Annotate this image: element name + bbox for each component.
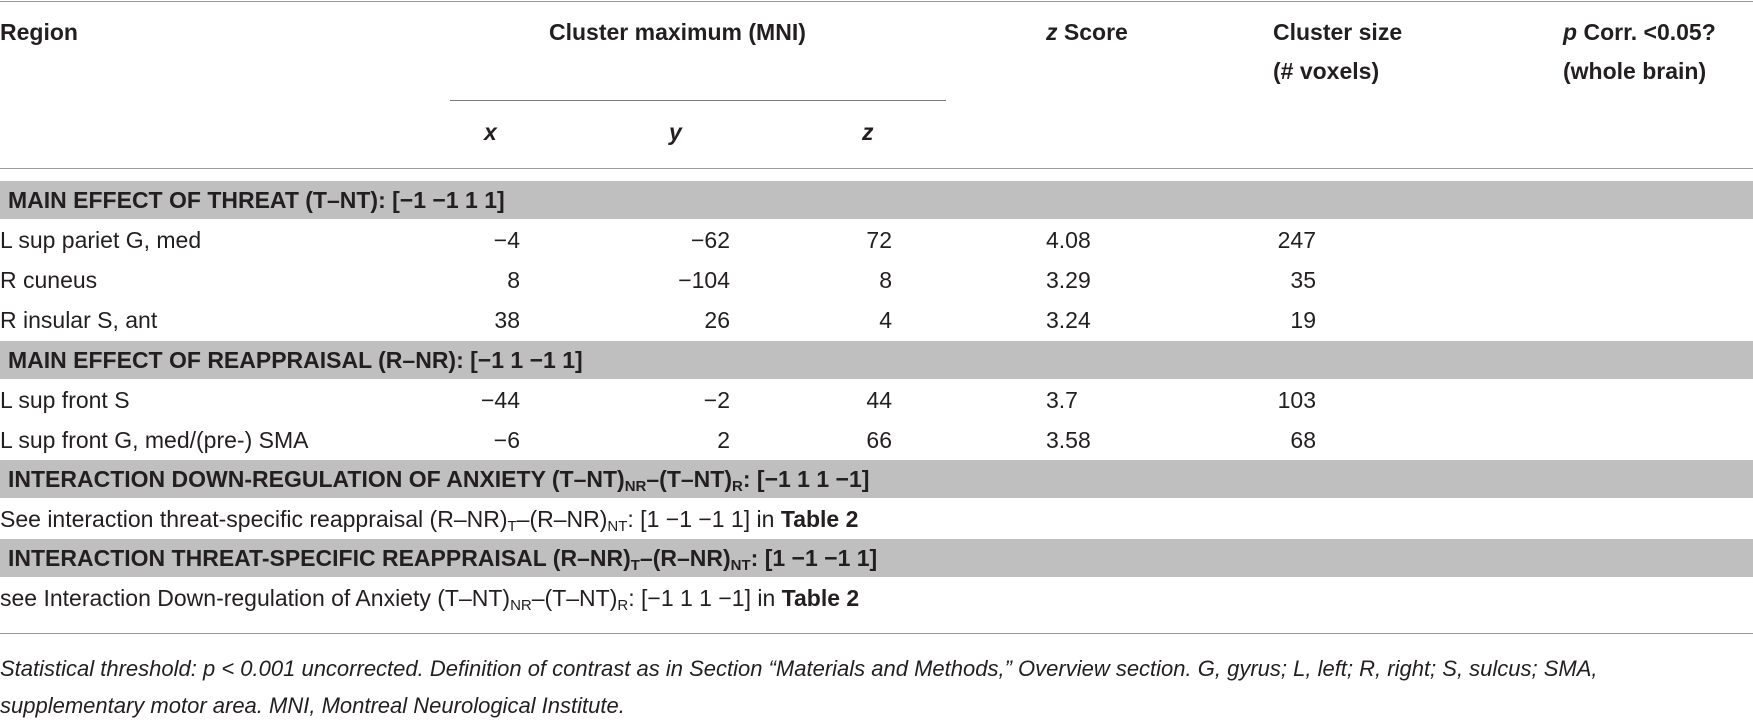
section-title: MAIN EFFECT OF THREAT (T–NT): [−1 −1 1 1]: [8, 187, 505, 213]
table-row: [0, 578, 1753, 618]
cell-region: L sup front S: [0, 387, 130, 413]
table-2-link[interactable]: Table 2: [781, 585, 860, 611]
header-z: z: [862, 119, 874, 145]
cell-region: L sup pariet G, med: [0, 227, 202, 253]
cell-zscore: 3.24: [1046, 307, 1091, 333]
cell-zscore: 3.7: [1046, 387, 1078, 413]
section-title: INTERACTION THREAT-SPECIFIC REAPPRAISAL $(R-NR)_T-(R-NR)_{NT}$: [1 −1 −1 1]: [8, 545, 878, 574]
cell-z: 72: [866, 227, 892, 253]
cell-cluster-size: 103: [1277, 387, 1316, 413]
table-row: [0, 380, 1753, 420]
cell-cluster-size: 247: [1277, 227, 1316, 253]
cell-z: 44: [866, 387, 892, 413]
table-row: [0, 300, 1753, 340]
cell-y: −2: [703, 387, 730, 413]
cell-region: R cuneus: [0, 267, 98, 293]
table-bottom-rule: [0, 633, 1753, 634]
cell-x: 8: [507, 267, 520, 293]
header-y: y: [669, 119, 682, 145]
cell-zscore: 4.08: [1046, 227, 1091, 253]
table-row: [0, 420, 1753, 460]
header-whole-brain: (whole brain): [1563, 58, 1707, 84]
cross-reference-note: see Interaction Down-regulation of Anxiety $(T-NT)_{NR}-(T-NT)_R$: [−1 1 1 −1] in Table 2: [0, 585, 860, 614]
cell-z: 66: [866, 427, 892, 453]
cell-z: 4: [879, 307, 892, 333]
header-region: Region: [0, 19, 78, 45]
cell-cluster-size: 68: [1290, 427, 1316, 453]
header-x: x: [484, 119, 497, 145]
table-top-rule: [0, 1, 1753, 2]
cell-x: −6: [493, 427, 520, 453]
section-main-effect-threat: [0, 181, 1753, 219]
header-bottom-rule: [0, 168, 1753, 169]
table-row: [0, 260, 1753, 300]
cell-region: L sup front G, med/(pre-) SMA: [0, 427, 309, 453]
cell-y: 2: [717, 427, 730, 453]
cell-y: −62: [690, 227, 730, 253]
section-main-effect-reappraisal: [0, 341, 1753, 379]
section-interaction-down-regulation: [0, 460, 1753, 498]
table-row: [0, 499, 1753, 539]
table-2-link[interactable]: Table 2: [780, 506, 859, 532]
cell-z: 8: [879, 267, 892, 293]
cell-zscore: 3.58: [1046, 427, 1091, 453]
header-cluster-maximum: Cluster maximum (MNI): [549, 19, 806, 45]
table-row: [0, 220, 1753, 260]
cell-x: −4: [493, 227, 520, 253]
cell-region: R insular S, ant: [0, 307, 158, 333]
section-interaction-threat-specific: [0, 539, 1753, 577]
cell-y: 26: [704, 307, 730, 333]
header-p-corrected: p Corr. <0.05?: [1563, 19, 1716, 45]
cell-x: 38: [494, 307, 520, 333]
cell-x: −44: [480, 387, 520, 413]
header-cluster-size-unit: (# voxels): [1273, 58, 1380, 84]
cell-cluster-size: 19: [1290, 307, 1316, 333]
section-title: INTERACTION DOWN-REGULATION OF ANXIETY $(T-NT)_{NR}-(T-NT)_R$: [−1 1 1 −1]: [8, 466, 870, 495]
cell-cluster-size: 35: [1290, 267, 1316, 293]
section-title: MAIN EFFECT OF REAPPRAISAL (R–NR): [−1 1 −1 1]: [8, 347, 583, 373]
header-zscore: z Score: [1046, 19, 1128, 45]
cell-y: −104: [678, 267, 730, 293]
footnote-line-2: supplementary motor area. MNI, Montreal Neurological Institute.: [0, 693, 625, 718]
header-cluster-size: Cluster size: [1273, 19, 1403, 45]
cross-reference-note: See interaction threat-specific reappraisal $(R-NR)_T-(R-NR)_{NT}$: [1 −1 −1 1] in Table 2: [0, 506, 859, 535]
cell-zscore: 3.29: [1046, 267, 1091, 293]
footnote-line-1: Statistical threshold: p < 0.001 uncorrected. Definition of contrast as in Section “Materials and Methods,” Overview section. G, gyrus; L, left; R, right; S, sulcus; SMA,: [0, 656, 1598, 681]
cluster-max-underline: [450, 100, 946, 101]
